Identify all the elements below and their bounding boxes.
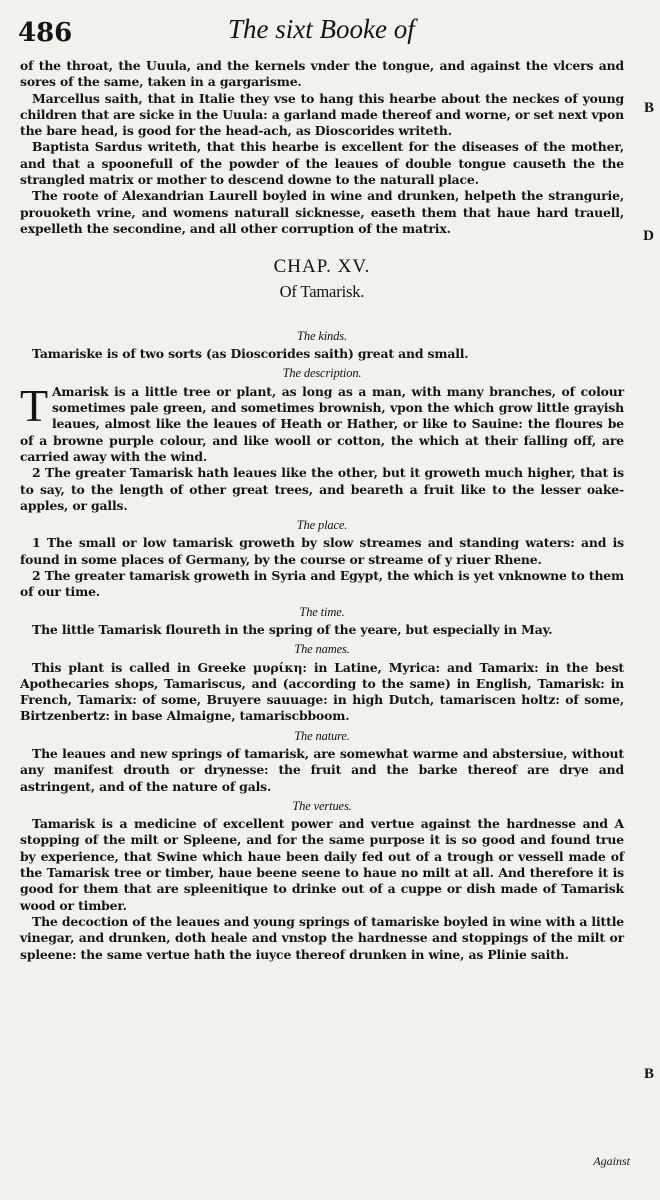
page-body (20, 58, 624, 963)
vertues-paragraph-2: The decoction of the leaues and young springs of tamariske boyled in wine with a little vinegar, and drunken, doth heale and vnstop the hardnesse and stoppings of the milt or spleene: the same vertue hath the iuyce thereof drunken in wine, as Plinie saith. (20, 913, 624, 962)
intro-paragraph-3: Baptista Sardus writeth, that this hearbe is excellent for the diseases of the mother, and that a spoonefull of the powder of the leaues of double tongue causeth the the strangled matrix or mother to descend downe to the naturall place. (20, 139, 624, 188)
page-number: 486 (18, 18, 73, 48)
page-header (18, 14, 630, 54)
description-text-1: Amarisk is a little tree or plant, as long as a man, with many branches, of colour sometimes pale green, and sometimes brownish, vpon the which grow little grayish leaues, almost like the leaues of Heath or Hather, or like to Sauine: the floures be of a browne purple colour, and like wooll or cotton, the which at their falling off, are carried away with the wind. (20, 383, 624, 464)
description-paragraph-2: 2 The greater Tamarisk hath leaues like the other, but it groweth much higher, that is to say, to the length of other great trees, and beareth a fruit like to the lesser oake-apples, or galls. (20, 465, 624, 513)
time-paragraph: The little Tamarisk floureth in the spring of the yeare, but especially in May. (32, 621, 553, 637)
names-paragraph: This plant is called in Greeke μυρίκη: in Latine, Myrica: and Tamarix: in the best Apothecaries shops, Tamariscus, and (according to the same) in English, Tamarisk: in French, Tamarix: of some, Bruyere sauuage: in high Dutch, tamariscen holtz: of some, Birtzenbertz: in base Almaigne, tamariscbboom. (20, 659, 624, 724)
drop-cap-letter: T (20, 379, 48, 431)
section-heading-place: The place. (296, 518, 348, 533)
chapter-number: CHAP. XV. (273, 256, 371, 278)
section-heading-time: The time. (299, 604, 345, 619)
margin-letter-b: B (643, 100, 654, 116)
catchword: Against (593, 1154, 630, 1168)
intro-paragraph-4: The roote of Alexandrian Laurell boyled in wine and drunken, helpeth the strangurie, prouoketh vrine, and womens naturall sicknesse, easeth them that haue hard trauell, expelleth the secondine, and all other corruption of the matrix. (20, 188, 624, 236)
place-paragraph-2: 2 The greater tamarisk groweth in Syria and Egypt, the which is yet vnknowne to them of our time. (20, 568, 624, 600)
intro-paragraph-2: Marcellus saith, that in Italie they vse to hang this hearbe about the neckes of young children that are sicke in the Uuula: a garland made thereof and worne, or set next vpon the bare head, is good for the head-ach, as Dioscorides writeth. (20, 90, 624, 139)
margin-letter-d: D (643, 228, 654, 244)
description-paragraph-1 (20, 379, 624, 465)
chapter-title: Of Tamarisk. (279, 281, 365, 301)
running-head: The sixt Booke of (228, 14, 415, 44)
margin-letter-b-lower: B (643, 1066, 654, 1082)
section-heading-vertues: The vertues. (292, 798, 352, 813)
intro-paragraph-1: of the throat, the Uuula, and the kernels vnder the tongue, and against the vlcers and sores of the same, taken in a gargarisme. (20, 58, 624, 90)
section-heading-nature: The nature. (294, 728, 350, 743)
section-heading-names: The names. (294, 642, 350, 657)
section-heading-kinds: The kinds. (297, 328, 347, 343)
nature-paragraph: The leaues and new springs of tamarisk, are somewhat warme and abstersiue, without any manifest drouth or drynesse: the fruit and the barke thereof are drye and astringent, and of the nature of gals. (20, 745, 624, 794)
vertues-paragraph-1: Tamarisk is a medicine of excellent power and vertue against the hardnesse and A stopping of the milt or Spleene, and for the same purpose it is so good and found true by experience, that Swine which haue been daily fed out of a trough or vessell made of the Tamarisk tree or timber, haue beene seene to haue no milt at all. And therefore it is good for them that are spleenitique to drinke out of a cuppe or dish made of Tamarisk wood or timber. (20, 816, 624, 913)
section-heading-description: The description. (282, 366, 362, 381)
place-paragraph-1: 1 The small or low tamarisk groweth by slow streames and standing waters: and is found in some places of Germany, by the course or streame of y riuer Rhene. (20, 535, 624, 567)
kinds-paragraph: Tamariske is of two sorts (as Dioscorides saith) great and small. (32, 346, 469, 362)
